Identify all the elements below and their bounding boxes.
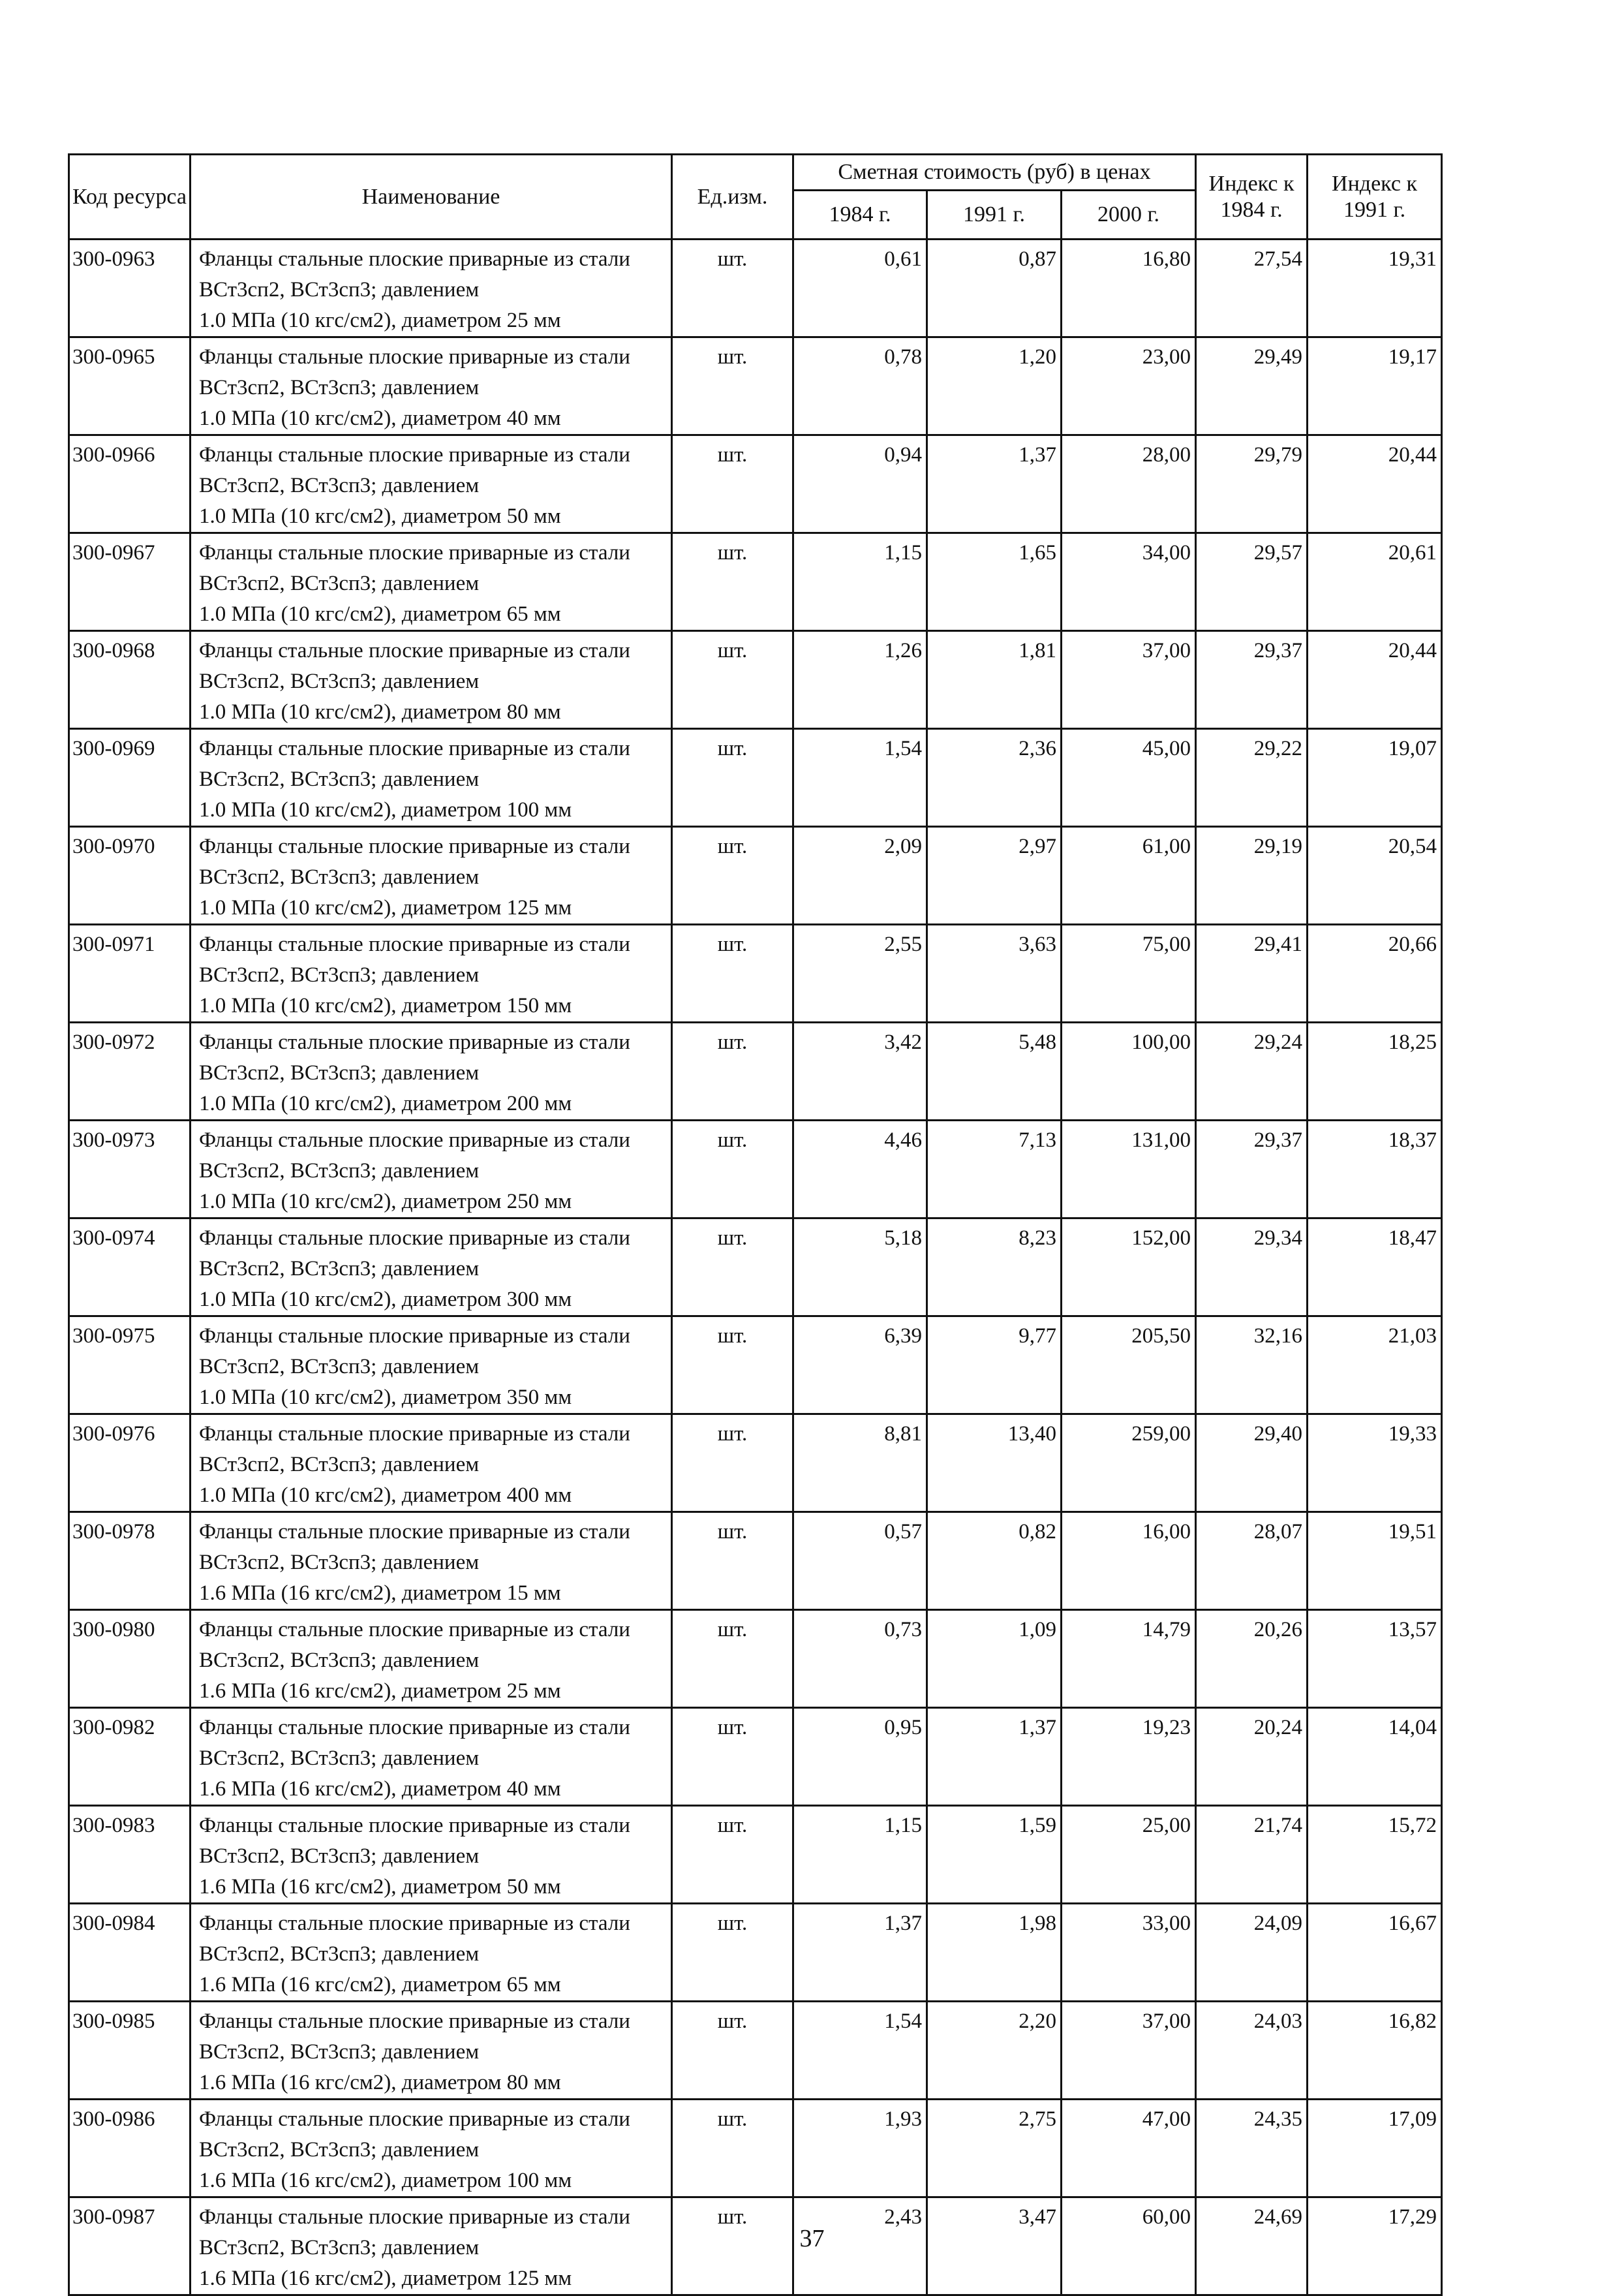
cost-2000-cell: 37,00 bbox=[1062, 2002, 1196, 2100]
index-1991-cell: 19,31 bbox=[1308, 240, 1442, 337]
resource-code: 300-0971 bbox=[69, 925, 191, 1023]
cost-1984-cell: 1,26 bbox=[793, 631, 927, 729]
name-line: ВСт3сп2, ВСт3сп3; давлением bbox=[199, 1551, 480, 1574]
cost-1991-cell: 1,81 bbox=[927, 631, 1062, 729]
index-1991-cell: 19,07 bbox=[1308, 729, 1442, 827]
unit-cell: шт. bbox=[672, 1806, 793, 1904]
index-1991-cell: 18,25 bbox=[1308, 1023, 1442, 1121]
name-line: 1.0 МПа (10 кгс/см2), диаметром 150 мм bbox=[199, 994, 572, 1017]
cost-1991-cell: 0,82 bbox=[927, 1512, 1062, 1610]
index-1991-cell: 20,61 bbox=[1308, 533, 1442, 631]
index-1984-cell: 29,79 bbox=[1196, 435, 1308, 533]
name-line: Фланцы стальные плоские приварные из стали bbox=[199, 541, 630, 565]
table-row bbox=[69, 1218, 1442, 1316]
resource-name bbox=[191, 435, 672, 533]
cost-1991-cell: 1,37 bbox=[927, 435, 1062, 533]
resource-code: 300-0980 bbox=[69, 1610, 191, 1708]
cost-1991-cell: 2,36 bbox=[927, 729, 1062, 827]
table-row bbox=[69, 1316, 1442, 1414]
name-line: ВСт3сп2, ВСт3сп3; давлением bbox=[199, 1942, 480, 1966]
name-line: ВСт3сп2, ВСт3сп3; давлением bbox=[199, 278, 480, 302]
cost-2000-cell: 23,00 bbox=[1062, 337, 1196, 435]
name-line: ВСт3сп2, ВСт3сп3; давлением bbox=[199, 1453, 480, 1476]
name-line: ВСт3сп2, ВСт3сп3; давлением bbox=[199, 963, 480, 987]
table-row bbox=[69, 1610, 1442, 1708]
name-line: ВСт3сп2, ВСт3сп3; давлением bbox=[199, 572, 480, 595]
col-index-1984-header: Индекс к 1984 г. bbox=[1196, 155, 1308, 240]
cost-2000-cell: 16,00 bbox=[1062, 1512, 1196, 1610]
name-line: ВСт3сп2, ВСт3сп3; давлением bbox=[199, 2040, 480, 2064]
table-body bbox=[69, 240, 1442, 2295]
table-row bbox=[69, 1806, 1442, 1904]
cost-2000-cell: 100,00 bbox=[1062, 1023, 1196, 1121]
resource-name bbox=[191, 533, 672, 631]
index-1991-cell: 13,57 bbox=[1308, 1610, 1442, 1708]
resource-code: 300-0984 bbox=[69, 1904, 191, 2002]
resource-code: 300-0974 bbox=[69, 1218, 191, 1316]
index-1991-cell: 19,33 bbox=[1308, 1414, 1442, 1512]
index-1991-cell: 14,04 bbox=[1308, 1708, 1442, 1806]
name-line: Фланцы стальные плоские приварные из стали bbox=[199, 2107, 630, 2131]
index-1984-cell: 24,35 bbox=[1196, 2100, 1308, 2197]
index-1991-cell: 17,29 bbox=[1308, 2197, 1442, 2295]
index-1984-cell: 29,24 bbox=[1196, 1023, 1308, 1121]
cost-1984-cell: 0,78 bbox=[793, 337, 927, 435]
name-line: 1.6 МПа (16 кгс/см2), диаметром 15 мм bbox=[199, 1581, 561, 1605]
page-number: 37 bbox=[799, 2225, 825, 2252]
unit-cell: шт. bbox=[672, 1512, 793, 1610]
index-1984-cell: 29,37 bbox=[1196, 1121, 1308, 1218]
cost-1991-cell: 3,47 bbox=[927, 2197, 1062, 2295]
name-line: Фланцы стальные плоские приварные из стали bbox=[199, 1618, 630, 1641]
resource-code: 300-0987 bbox=[69, 2197, 191, 2295]
name-line: Фланцы стальные плоские приварные из стали bbox=[199, 1031, 630, 1054]
unit-cell: шт. bbox=[672, 1610, 793, 1708]
resource-code: 300-0976 bbox=[69, 1414, 191, 1512]
cost-2000-cell: 14,79 bbox=[1062, 1610, 1196, 1708]
unit-cell: шт. bbox=[672, 337, 793, 435]
index-1991-cell: 21,03 bbox=[1308, 1316, 1442, 1414]
unit-cell: шт. bbox=[672, 1708, 793, 1806]
cost-2000-cell: 19,23 bbox=[1062, 1708, 1196, 1806]
name-line: 1.0 МПа (10 кгс/см2), диаметром 50 мм bbox=[199, 504, 561, 528]
cost-1984-cell: 2,55 bbox=[793, 925, 927, 1023]
name-line: ВСт3сп2, ВСт3сп3; давлением bbox=[199, 865, 480, 889]
resource-code: 300-0986 bbox=[69, 2100, 191, 2197]
resource-name bbox=[191, 827, 672, 925]
resource-code: 300-0966 bbox=[69, 435, 191, 533]
resource-name bbox=[191, 1512, 672, 1610]
cost-1984-cell: 0,73 bbox=[793, 1610, 927, 1708]
name-line: Фланцы стальные плоские приварные из стали bbox=[199, 1226, 630, 1250]
cost-1991-cell: 1,37 bbox=[927, 1708, 1062, 1806]
table-row bbox=[69, 2100, 1442, 2197]
cost-2000-cell: 45,00 bbox=[1062, 729, 1196, 827]
index-1984-cell: 29,49 bbox=[1196, 337, 1308, 435]
index-1991-cell: 15,72 bbox=[1308, 1806, 1442, 1904]
table-row bbox=[69, 1708, 1442, 1806]
resource-code: 300-0982 bbox=[69, 1708, 191, 1806]
resource-name bbox=[191, 240, 672, 337]
cost-1984-cell: 1,54 bbox=[793, 729, 927, 827]
unit-cell: шт. bbox=[672, 2100, 793, 2197]
cost-1984-cell: 1,15 bbox=[793, 1806, 927, 1904]
index-1991-cell: 16,82 bbox=[1308, 2002, 1442, 2100]
name-line: Фланцы стальные плоские приварные из стали bbox=[199, 345, 630, 369]
name-line: Фланцы стальные плоские приварные из стали bbox=[199, 1912, 630, 1935]
cost-2000-cell: 33,00 bbox=[1062, 1904, 1196, 2002]
resource-name bbox=[191, 1904, 672, 2002]
name-line: Фланцы стальные плоские приварные из стали bbox=[199, 2205, 630, 2229]
cost-1991-cell: 7,13 bbox=[927, 1121, 1062, 1218]
cost-2000-cell: 37,00 bbox=[1062, 631, 1196, 729]
resource-name bbox=[191, 1316, 672, 1414]
cost-1991-cell: 0,87 bbox=[927, 240, 1062, 337]
name-line: 1.6 МПа (16 кгс/см2), диаметром 125 мм bbox=[199, 2267, 572, 2290]
table-row bbox=[69, 533, 1442, 631]
index-1984-cell: 29,37 bbox=[1196, 631, 1308, 729]
cost-1984-cell: 3,42 bbox=[793, 1023, 927, 1121]
index-1984-cell: 29,41 bbox=[1196, 925, 1308, 1023]
cost-1984-cell: 6,39 bbox=[793, 1316, 927, 1414]
name-line: 1.0 МПа (10 кгс/см2), диаметром 65 мм bbox=[199, 602, 561, 626]
table-row bbox=[69, 435, 1442, 533]
index-1991-cell: 17,09 bbox=[1308, 2100, 1442, 2197]
cost-2000-cell: 28,00 bbox=[1062, 435, 1196, 533]
name-line: 1.6 МПа (16 кгс/см2), диаметром 80 мм bbox=[199, 2071, 561, 2094]
cost-2000-cell: 205,50 bbox=[1062, 1316, 1196, 1414]
resource-name bbox=[191, 729, 672, 827]
index-1984-cell: 24,69 bbox=[1196, 2197, 1308, 2295]
resource-code: 300-0978 bbox=[69, 1512, 191, 1610]
resource-name bbox=[191, 1610, 672, 1708]
cost-1984-cell: 0,57 bbox=[793, 1512, 927, 1610]
table-row bbox=[69, 729, 1442, 827]
name-line: 1.6 МПа (16 кгс/см2), диаметром 25 мм bbox=[199, 1679, 561, 1703]
table-row bbox=[69, 1414, 1442, 1512]
unit-cell: шт. bbox=[672, 1121, 793, 1218]
unit-cell: шт. bbox=[672, 533, 793, 631]
index-1991-cell: 16,67 bbox=[1308, 1904, 1442, 2002]
name-line: 1.0 МПа (10 кгс/см2), диаметром 200 мм bbox=[199, 1092, 572, 1115]
index-1991-cell: 18,47 bbox=[1308, 1218, 1442, 1316]
cost-1991-cell: 1,59 bbox=[927, 1806, 1062, 1904]
index-1991-cell: 19,51 bbox=[1308, 1512, 1442, 1610]
resource-name bbox=[191, 1708, 672, 1806]
name-line: 1.6 МПа (16 кгс/см2), диаметром 40 мм bbox=[199, 1777, 561, 1801]
cost-1984-cell: 4,46 bbox=[793, 1121, 927, 1218]
resource-name bbox=[191, 2100, 672, 2197]
index-1991-cell: 18,37 bbox=[1308, 1121, 1442, 1218]
name-line: 1.0 МПа (10 кгс/см2), диаметром 300 мм bbox=[199, 1288, 572, 1311]
cost-1991-cell: 9,77 bbox=[927, 1316, 1062, 1414]
unit-cell: шт. bbox=[672, 2197, 793, 2295]
resource-code: 300-0963 bbox=[69, 240, 191, 337]
resource-name bbox=[191, 631, 672, 729]
cost-1984-cell: 0,95 bbox=[793, 1708, 927, 1806]
unit-cell: шт. bbox=[672, 729, 793, 827]
index-1984-cell: 29,19 bbox=[1196, 827, 1308, 925]
unit-cell: шт. bbox=[672, 240, 793, 337]
cost-2000-cell: 259,00 bbox=[1062, 1414, 1196, 1512]
resource-code: 300-0973 bbox=[69, 1121, 191, 1218]
index-1984-cell: 20,24 bbox=[1196, 1708, 1308, 1806]
resource-code: 300-0965 bbox=[69, 337, 191, 435]
unit-cell: шт. bbox=[672, 1904, 793, 2002]
name-line: 1.0 МПа (10 кгс/см2), диаметром 40 мм bbox=[199, 407, 561, 430]
name-line: Фланцы стальные плоские приварные из стали bbox=[199, 933, 630, 956]
index-1991-cell: 20,44 bbox=[1308, 631, 1442, 729]
col-1984-header: 1984 г. bbox=[793, 191, 927, 240]
index-1984-cell: 20,26 bbox=[1196, 1610, 1308, 1708]
cost-1991-cell: 2,75 bbox=[927, 2100, 1062, 2197]
resource-code: 300-0985 bbox=[69, 2002, 191, 2100]
name-line: 1.6 МПа (16 кгс/см2), диаметром 50 мм bbox=[199, 1875, 561, 1899]
name-line: 1.0 МПа (10 кгс/см2), диаметром 400 мм bbox=[199, 1483, 572, 1507]
cost-2000-cell: 131,00 bbox=[1062, 1121, 1196, 1218]
cost-1991-cell: 1,65 bbox=[927, 533, 1062, 631]
name-line: 1.6 МПа (16 кгс/см2), диаметром 100 мм bbox=[199, 2169, 572, 2192]
resource-code: 300-0970 bbox=[69, 827, 191, 925]
table-row bbox=[69, 337, 1442, 435]
index-1984-cell: 29,34 bbox=[1196, 1218, 1308, 1316]
name-line: Фланцы стальные плоские приварные из стали bbox=[199, 639, 630, 662]
col-2000-header: 2000 г. bbox=[1062, 191, 1196, 240]
name-line: ВСт3сп2, ВСт3сп3; давлением bbox=[199, 1746, 480, 1770]
resource-name bbox=[191, 1023, 672, 1121]
resource-name bbox=[191, 1806, 672, 1904]
unit-cell: шт. bbox=[672, 2002, 793, 2100]
unit-cell: шт. bbox=[672, 1316, 793, 1414]
table-row bbox=[69, 827, 1442, 925]
name-line: ВСт3сп2, ВСт3сп3; давлением bbox=[199, 2236, 480, 2259]
cost-2000-cell: 25,00 bbox=[1062, 1806, 1196, 1904]
name-line: Фланцы стальные плоские приварные из стали bbox=[199, 835, 630, 858]
name-line: Фланцы стальные плоские приварные из стали bbox=[199, 737, 630, 760]
name-line: 1.6 МПа (16 кгс/см2), диаметром 65 мм bbox=[199, 1973, 561, 1996]
name-line: Фланцы стальные плоские приварные из стали bbox=[199, 1128, 630, 1152]
name-line: 1.0 МПа (10 кгс/см2), диаметром 125 мм bbox=[199, 896, 572, 920]
resource-code: 300-0975 bbox=[69, 1316, 191, 1414]
cost-1991-cell: 2,20 bbox=[927, 2002, 1062, 2100]
cost-1991-cell: 2,97 bbox=[927, 827, 1062, 925]
col-code-header: Код ресурса bbox=[69, 155, 191, 240]
resource-code: 300-0967 bbox=[69, 533, 191, 631]
cost-2000-cell: 152,00 bbox=[1062, 1218, 1196, 1316]
table-row bbox=[69, 631, 1442, 729]
table-row bbox=[69, 240, 1442, 337]
name-line: ВСт3сп2, ВСт3сп3; давлением bbox=[199, 768, 480, 791]
index-1991-cell: 20,66 bbox=[1308, 925, 1442, 1023]
name-line: Фланцы стальные плоские приварные из стали bbox=[199, 1814, 630, 1837]
name-line: 1.0 МПа (10 кгс/см2), диаметром 250 мм bbox=[199, 1190, 572, 1213]
name-line: ВСт3сп2, ВСт3сп3; давлением bbox=[199, 1844, 480, 1868]
cost-1991-cell: 1,98 bbox=[927, 1904, 1062, 2002]
table-header bbox=[69, 155, 1442, 240]
name-line: ВСт3сп2, ВСт3сп3; давлением bbox=[199, 1159, 480, 1183]
unit-cell: шт. bbox=[672, 827, 793, 925]
price-table bbox=[68, 153, 1443, 2296]
name-line: Фланцы стальные плоские приварные из стали bbox=[199, 1716, 630, 1739]
resource-name bbox=[191, 1218, 672, 1316]
unit-cell: шт. bbox=[672, 1414, 793, 1512]
table-row bbox=[69, 1512, 1442, 1610]
name-line: ВСт3сп2, ВСт3сп3; давлением bbox=[199, 474, 480, 497]
table-row bbox=[69, 1023, 1442, 1121]
index-1984-cell: 24,03 bbox=[1196, 2002, 1308, 2100]
resource-name bbox=[191, 2002, 672, 2100]
index-1984-cell: 29,40 bbox=[1196, 1414, 1308, 1512]
table-row bbox=[69, 1904, 1442, 2002]
cost-1984-cell: 0,61 bbox=[793, 240, 927, 337]
name-line: ВСт3сп2, ВСт3сп3; давлением bbox=[199, 2138, 480, 2162]
name-line: ВСт3сп2, ВСт3сп3; давлением bbox=[199, 1355, 480, 1378]
cost-1991-cell: 3,63 bbox=[927, 925, 1062, 1023]
col-unit-header: Ед.изм. bbox=[672, 155, 793, 240]
name-line: Фланцы стальные плоские приварные из стали bbox=[199, 1324, 630, 1348]
index-1984-cell: 21,74 bbox=[1196, 1806, 1308, 1904]
index-1984-cell: 32,16 bbox=[1196, 1316, 1308, 1414]
table-row bbox=[69, 2002, 1442, 2100]
cost-1984-cell: 8,81 bbox=[793, 1414, 927, 1512]
name-line: ВСт3сп2, ВСт3сп3; давлением bbox=[199, 1061, 480, 1085]
cost-2000-cell: 16,80 bbox=[1062, 240, 1196, 337]
cost-1984-cell: 2,09 bbox=[793, 827, 927, 925]
name-line: Фланцы стальные плоские приварные из стали bbox=[199, 443, 630, 467]
resource-name bbox=[191, 1414, 672, 1512]
name-line: Фланцы стальные плоские приварные из стали bbox=[199, 247, 630, 271]
cost-1991-cell: 5,48 bbox=[927, 1023, 1062, 1121]
cost-2000-cell: 61,00 bbox=[1062, 827, 1196, 925]
index-1991-cell: 20,54 bbox=[1308, 827, 1442, 925]
unit-cell: шт. bbox=[672, 925, 793, 1023]
name-line: ВСт3сп2, ВСт3сп3; давлением bbox=[199, 376, 480, 399]
cost-1984-cell: 0,94 bbox=[793, 435, 927, 533]
col-name-header: Наименование bbox=[191, 155, 672, 240]
name-line: 1.0 МПа (10 кгс/см2), диаметром 100 мм bbox=[199, 798, 572, 822]
unit-cell: шт. bbox=[672, 631, 793, 729]
resource-name bbox=[191, 925, 672, 1023]
cost-1984-cell: 1,93 bbox=[793, 2100, 927, 2197]
index-1984-cell: 29,22 bbox=[1196, 729, 1308, 827]
resource-code: 300-0968 bbox=[69, 631, 191, 729]
cost-1991-cell: 13,40 bbox=[927, 1414, 1062, 1512]
col-index-1991-header: Индекс к 1991 г. bbox=[1308, 155, 1442, 240]
unit-cell: шт. bbox=[672, 435, 793, 533]
resource-name bbox=[191, 337, 672, 435]
name-line: ВСт3сп2, ВСт3сп3; давлением bbox=[199, 1257, 480, 1280]
name-line: ВСт3сп2, ВСт3сп3; давлением bbox=[199, 670, 480, 693]
cost-2000-cell: 75,00 bbox=[1062, 925, 1196, 1023]
index-1984-cell: 28,07 bbox=[1196, 1512, 1308, 1610]
index-1984-cell: 29,57 bbox=[1196, 533, 1308, 631]
index-1984-cell: 24,09 bbox=[1196, 1904, 1308, 2002]
cost-1991-cell: 1,09 bbox=[927, 1610, 1062, 1708]
unit-cell: шт. bbox=[672, 1023, 793, 1121]
index-1991-cell: 20,44 bbox=[1308, 435, 1442, 533]
resource-code: 300-0969 bbox=[69, 729, 191, 827]
cost-1984-cell: 1,54 bbox=[793, 2002, 927, 2100]
name-line: ВСт3сп2, ВСт3сп3; давлением bbox=[199, 1649, 480, 1672]
unit-cell: шт. bbox=[672, 1218, 793, 1316]
index-1984-cell: 27,54 bbox=[1196, 240, 1308, 337]
index-1991-cell: 19,17 bbox=[1308, 337, 1442, 435]
cost-2000-cell: 47,00 bbox=[1062, 2100, 1196, 2197]
cost-1991-cell: 8,23 bbox=[927, 1218, 1062, 1316]
col-1991-header: 1991 г. bbox=[927, 191, 1062, 240]
name-line: Фланцы стальные плоские приварные из стали bbox=[199, 1422, 630, 1446]
table-row bbox=[69, 1121, 1442, 1218]
cost-2000-cell: 60,00 bbox=[1062, 2197, 1196, 2295]
name-line: 1.0 МПа (10 кгс/см2), диаметром 350 мм bbox=[199, 1386, 572, 1409]
cost-2000-cell: 34,00 bbox=[1062, 533, 1196, 631]
cost-1984-cell: 1,37 bbox=[793, 1904, 927, 2002]
name-line: 1.0 МПа (10 кгс/см2), диаметром 80 мм bbox=[199, 700, 561, 724]
resource-name bbox=[191, 1121, 672, 1218]
name-line: 1.0 МПа (10 кгс/см2), диаметром 25 мм bbox=[199, 309, 561, 332]
cost-1984-cell: 2,43 bbox=[793, 2197, 927, 2295]
name-line: Фланцы стальные плоские приварные из стали bbox=[199, 2009, 630, 2033]
name-line: Фланцы стальные плоские приварные из стали bbox=[199, 1520, 630, 1544]
table-row bbox=[69, 925, 1442, 1023]
cost-group-header: Сметная стоимость (руб) в ценах bbox=[793, 155, 1196, 191]
cost-1984-cell: 1,15 bbox=[793, 533, 927, 631]
cost-1991-cell: 1,20 bbox=[927, 337, 1062, 435]
cost-1984-cell: 5,18 bbox=[793, 1218, 927, 1316]
resource-code: 300-0972 bbox=[69, 1023, 191, 1121]
resource-code: 300-0983 bbox=[69, 1806, 191, 1904]
